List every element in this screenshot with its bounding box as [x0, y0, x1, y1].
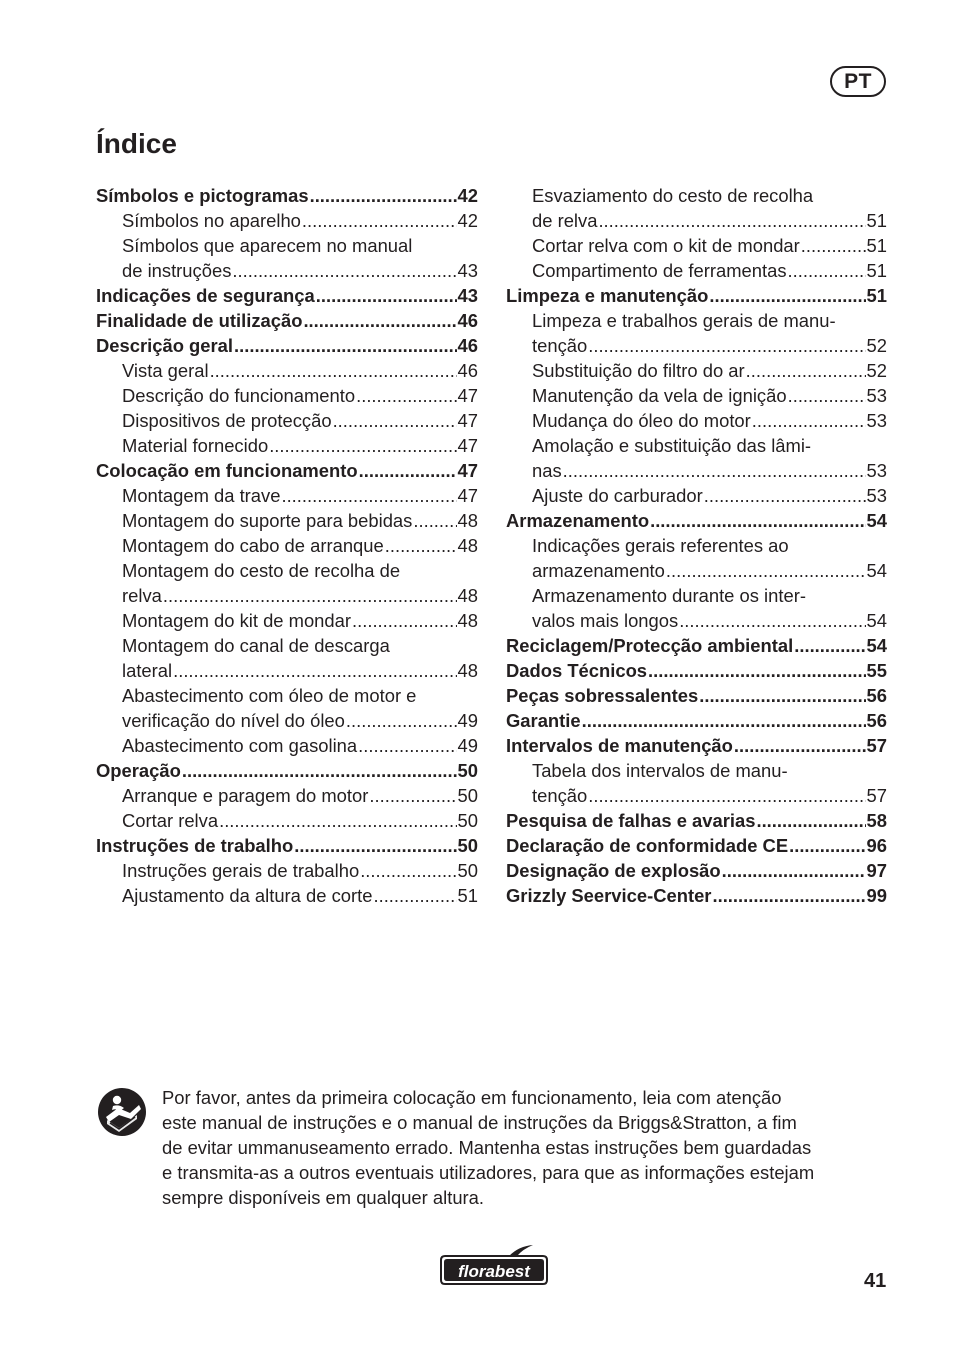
toc-entry — [96, 258, 478, 283]
toc-dot-leader — [356, 383, 456, 408]
toc-entry-title: Ajustamento da altura de corte — [122, 885, 373, 906]
toc-entry — [96, 633, 478, 658]
toc-dot-leader — [666, 558, 866, 583]
toc-dot-leader — [704, 483, 866, 508]
toc-dot-leader — [294, 833, 456, 858]
toc-entry-title: de instruções — [122, 260, 232, 281]
toc-entry-page: 54 — [866, 635, 887, 656]
toc-dot-leader — [333, 408, 457, 433]
toc-column-left — [96, 183, 478, 908]
toc-entry-page: 51 — [866, 285, 887, 306]
toc-entry-title: Descrição geral — [96, 335, 233, 356]
toc-entry — [96, 483, 478, 508]
toc-entry-page: 54 — [866, 560, 887, 581]
toc-entry-page: 54 — [866, 610, 887, 631]
toc-dot-leader — [302, 208, 457, 233]
toc-entry — [506, 608, 887, 633]
florabest-logo — [437, 1244, 551, 1288]
toc-column-right — [506, 183, 887, 908]
toc-dot-leader — [369, 783, 456, 808]
toc-entry-title: Limpeza e trabalhos gerais de manu- — [532, 310, 836, 331]
toc-dot-leader — [598, 208, 865, 233]
toc-entry-title: armazenamento — [532, 560, 665, 581]
toc-entry-page: 53 — [866, 385, 887, 406]
toc-entry — [506, 733, 887, 758]
toc-entry-page: 56 — [866, 710, 887, 731]
toc-entry-page: 48 — [457, 660, 478, 681]
toc-entry-title: Limpeza e manutenção — [506, 285, 709, 306]
toc-dot-leader — [699, 683, 865, 708]
toc-entry-title: Instruções de trabalho — [96, 835, 294, 856]
toc-entry-page: 46 — [457, 360, 478, 381]
toc-entry-title: tenção — [532, 785, 588, 806]
toc-entry — [506, 358, 887, 383]
toc-entry — [96, 583, 478, 608]
toc-entry — [506, 258, 887, 283]
toc-entry-page: 53 — [866, 460, 887, 481]
toc-entry-title: Abastecimento com óleo de motor e — [122, 685, 417, 706]
toc-entry — [96, 358, 478, 383]
toc-entry-page: 47 — [457, 410, 478, 431]
toc-entry-title: Designação de explosão — [506, 860, 721, 881]
toc-entry-page: 52 — [866, 360, 887, 381]
toc-dot-leader — [789, 833, 865, 858]
toc-entry-title: Mudança do óleo do motor — [532, 410, 751, 431]
toc-entry-title: Instruções gerais de trabalho — [122, 860, 360, 881]
toc-entry — [506, 783, 887, 808]
language-badge — [830, 66, 886, 97]
note-line: sempre disponíveis em qualquer altura. — [162, 1187, 485, 1208]
toc-entry — [96, 308, 478, 333]
toc-dot-leader — [788, 383, 866, 408]
toc-entry-page: 50 — [457, 835, 478, 856]
toc-dot-leader — [794, 633, 865, 658]
toc-entry-page: 47 — [457, 385, 478, 406]
toc-entry-page: 50 — [457, 785, 478, 806]
toc-entry — [96, 408, 478, 433]
toc-entry-title: Ajuste do carburador — [532, 485, 703, 506]
toc-entry — [96, 683, 478, 708]
toc-entry-page: 47 — [457, 485, 478, 506]
toc-entry — [506, 183, 887, 208]
toc-entry — [506, 583, 887, 608]
toc-entry-title: Arranque e paragem do motor — [122, 785, 369, 806]
toc-entry — [506, 333, 887, 358]
toc-dot-leader — [352, 608, 457, 633]
toc-dot-leader — [385, 533, 457, 558]
toc-entry-page: 50 — [457, 860, 478, 881]
page-title: Índice — [96, 128, 177, 159]
toc-entry-page: 53 — [866, 410, 887, 431]
toc-entry — [96, 208, 478, 233]
toc-dot-leader — [679, 608, 865, 633]
toc-entry — [96, 183, 478, 208]
toc-entry-title: Substituição do filtro do ar — [532, 360, 745, 381]
language-code: PT — [844, 69, 872, 93]
toc-dot-leader — [756, 808, 865, 833]
toc-dot-leader — [588, 783, 865, 808]
toc-entry — [506, 433, 887, 458]
toc-entry — [506, 883, 887, 908]
toc-dot-leader — [358, 733, 456, 758]
toc-entry-title: Símbolos e pictogramas — [96, 185, 309, 206]
toc-dot-leader — [650, 508, 865, 533]
toc-entry-page: 54 — [866, 510, 887, 531]
toc-entry-page: 48 — [457, 585, 478, 606]
toc-dot-leader — [373, 883, 456, 908]
toc-entry — [96, 608, 478, 633]
toc-dot-leader — [219, 808, 456, 833]
page-number: 41 — [864, 1270, 887, 1292]
toc-dot-leader — [746, 358, 866, 383]
toc-entry-title: Operação — [96, 760, 181, 781]
toc-entry — [96, 758, 478, 783]
toc-entry-title: valos mais longos — [532, 610, 679, 631]
toc-entry-title: Indicações de segurança — [96, 285, 315, 306]
toc-entry — [96, 433, 478, 458]
toc-entry — [506, 808, 887, 833]
toc-entry-title: Tabela dos intervalos de manu- — [532, 760, 788, 781]
toc-entry-title: Cortar relva — [122, 810, 219, 831]
toc-entry-title: Cortar relva com o kit de mondar — [532, 235, 800, 256]
toc-entry-page: 50 — [457, 810, 478, 831]
toc-entry — [506, 683, 887, 708]
toc-entry-title: lateral — [122, 660, 173, 681]
toc-dot-leader — [709, 283, 865, 308]
toc-dot-leader — [722, 858, 866, 883]
toc-dot-leader — [360, 858, 456, 883]
toc-dot-leader — [588, 333, 865, 358]
toc-entry-title: Descrição do funcionamento — [122, 385, 356, 406]
toc-entry — [96, 233, 478, 258]
usage-note — [162, 1085, 892, 1210]
toc-dot-leader — [648, 658, 865, 683]
toc-entry — [96, 808, 478, 833]
toc-entry — [506, 558, 887, 583]
toc-entry — [96, 533, 478, 558]
toc-entry-page: 52 — [866, 335, 887, 356]
note-line: Por favor, antes da primeira colocação em funcionamento, leia com atenção — [162, 1087, 782, 1108]
read-manual-icon — [97, 1087, 147, 1137]
toc-entry-page: 57 — [866, 785, 887, 806]
toc-dot-leader — [303, 308, 456, 333]
toc-entry-page: 55 — [866, 660, 887, 681]
toc-entry — [506, 208, 887, 233]
toc-entry-title: Montagem do suporte para bebidas — [122, 510, 413, 531]
toc-entry-page: 46 — [457, 335, 478, 356]
toc-dot-leader — [582, 708, 866, 733]
toc-entry-title: Montagem do kit de mondar — [122, 610, 351, 631]
toc-entry-page: 42 — [457, 185, 478, 206]
toc-entry — [96, 283, 478, 308]
toc-entry-page: 56 — [866, 685, 887, 706]
toc-entry-title: Montagem da trave — [122, 485, 281, 506]
toc-entry — [96, 458, 478, 483]
toc-entry-page: 43 — [457, 285, 478, 306]
toc-entry — [96, 883, 478, 908]
toc-entry — [506, 408, 887, 433]
toc-entry-title: relva — [122, 585, 162, 606]
toc-entry-title: Abastecimento com gasolina — [122, 735, 358, 756]
toc-dot-leader — [413, 508, 456, 533]
toc-entry-page: 58 — [866, 810, 887, 831]
toc-dot-leader — [346, 708, 457, 733]
toc-dot-leader — [163, 583, 457, 608]
toc-entry-page: 57 — [866, 735, 887, 756]
toc-entry-page: 48 — [457, 535, 478, 556]
toc-entry-title: Símbolos que aparecem no manual — [122, 235, 413, 256]
toc-entry-page: 42 — [457, 210, 478, 231]
toc-entry-title: Material fornecido — [122, 435, 269, 456]
toc-entry — [506, 858, 887, 883]
toc-entry-title: Esvaziamento do cesto de recolha — [532, 185, 814, 206]
toc-entry-title: nas — [532, 460, 562, 481]
toc-entry-page: 51 — [866, 260, 887, 281]
toc-entry — [506, 658, 887, 683]
toc-dot-leader — [359, 458, 457, 483]
toc-entry — [96, 733, 478, 758]
toc-entry-title: Dispositivos de protecção — [122, 410, 332, 431]
toc-entry-page: 47 — [457, 460, 478, 481]
toc-entry-title: verificação do nível do óleo — [122, 710, 345, 731]
toc-entry-page: 51 — [866, 235, 887, 256]
toc-entry-page: 51 — [457, 885, 478, 906]
toc-dot-leader — [232, 258, 456, 283]
toc-entry — [96, 783, 478, 808]
toc-entry-title: Montagem do cabo de arranque — [122, 535, 384, 556]
toc-entry-title: Peças sobressalentes — [506, 685, 699, 706]
toc-entry — [96, 833, 478, 858]
toc-entry-page: 50 — [457, 760, 478, 781]
toc-dot-leader — [563, 458, 866, 483]
toc-entry — [506, 533, 887, 558]
toc-dot-leader — [788, 258, 866, 283]
toc-entry-page: 48 — [457, 510, 478, 531]
logo-wordmark: florabest — [458, 1262, 530, 1281]
note-line: este manual de instruções e o manual de instruções da Briggs&Stratton, a fim — [162, 1112, 797, 1133]
toc-entry-title: Armazenamento — [506, 510, 650, 531]
toc-entry — [506, 833, 887, 858]
toc-entry-title: Armazenamento durante os inter- — [532, 585, 806, 606]
toc-entry-title: de relva — [532, 210, 598, 231]
toc-entry-title: Indicações gerais referentes ao — [532, 535, 789, 556]
toc-entry-title: Amolação e substituição das lâmi- — [532, 435, 812, 456]
toc-entry — [506, 758, 887, 783]
toc-entry — [506, 233, 887, 258]
toc-entry-title: tenção — [532, 335, 588, 356]
toc-entry — [96, 708, 478, 733]
toc-entry-page: 49 — [457, 735, 478, 756]
toc-entry — [506, 508, 887, 533]
toc-entry-title: Garantie — [506, 710, 581, 731]
note-line: de evitar ummanuseamento errado. Mantenha estas instruções bem guardadas — [162, 1137, 812, 1158]
toc-dot-leader — [712, 883, 865, 908]
toc-dot-leader — [173, 658, 456, 683]
toc-entry-title: Manutenção da vela de ignição — [532, 385, 787, 406]
toc-entry-title: Colocação em funcionamento — [96, 460, 358, 481]
toc-dot-leader — [281, 483, 456, 508]
toc-entry — [96, 658, 478, 683]
toc-entry-page: 47 — [457, 435, 478, 456]
toc-entry-title: Montagem do cesto de recolha de — [122, 560, 401, 581]
toc-entry — [506, 458, 887, 483]
toc-entry — [506, 283, 887, 308]
toc-entry-title: Pesquisa de falhas e avarias — [506, 810, 756, 831]
toc-entry — [96, 333, 478, 358]
toc-dot-leader — [210, 358, 457, 383]
toc-entry-page: 46 — [457, 310, 478, 331]
toc-dot-leader — [801, 233, 866, 258]
toc-entry-page: 99 — [866, 885, 887, 906]
toc-entry-title: Declaração de conformidade CE — [506, 835, 789, 856]
note-line: e transmita-as a outros eventuais utilizadores, para que as informações estejam — [162, 1162, 815, 1183]
toc-entry-title: Reciclagem/Protecção ambiental — [506, 635, 794, 656]
toc-dot-leader — [734, 733, 866, 758]
toc-entry-title: Grizzly Seervice-Center — [506, 885, 712, 906]
toc-entry-page: 48 — [457, 610, 478, 631]
toc-dot-leader — [310, 183, 457, 208]
toc-entry — [96, 858, 478, 883]
toc-entry-page: 96 — [866, 835, 887, 856]
toc-entry — [506, 483, 887, 508]
toc-entry — [96, 508, 478, 533]
toc-entry-title: Finalidade de utilização — [96, 310, 303, 331]
toc-entry-page: 51 — [866, 210, 887, 231]
toc-entry-title: Vista geral — [122, 360, 209, 381]
toc-entry-title: Intervalos de manutenção — [506, 735, 733, 756]
toc-dot-leader — [269, 433, 456, 458]
toc-entry — [506, 708, 887, 733]
toc-dot-leader — [316, 283, 457, 308]
toc-dot-leader — [182, 758, 457, 783]
toc-entry-title: Montagem do canal de descarga — [122, 635, 390, 656]
toc-entry-page: 43 — [457, 260, 478, 281]
toc-entry-page: 49 — [457, 710, 478, 731]
toc-entry-title: Compartimento de ferramentas — [532, 260, 787, 281]
toc-dot-leader — [752, 408, 866, 433]
toc-entry — [96, 383, 478, 408]
toc-entry-page: 53 — [866, 485, 887, 506]
toc-entry-page: 97 — [866, 860, 887, 881]
toc-dot-leader — [234, 333, 457, 358]
toc-entry-title: Dados Técnicos — [506, 660, 648, 681]
toc-entry — [506, 633, 887, 658]
toc-entry-title: Símbolos no aparelho — [122, 210, 301, 231]
toc-entry — [506, 308, 887, 333]
toc-entry — [506, 383, 887, 408]
toc-entry — [96, 558, 478, 583]
